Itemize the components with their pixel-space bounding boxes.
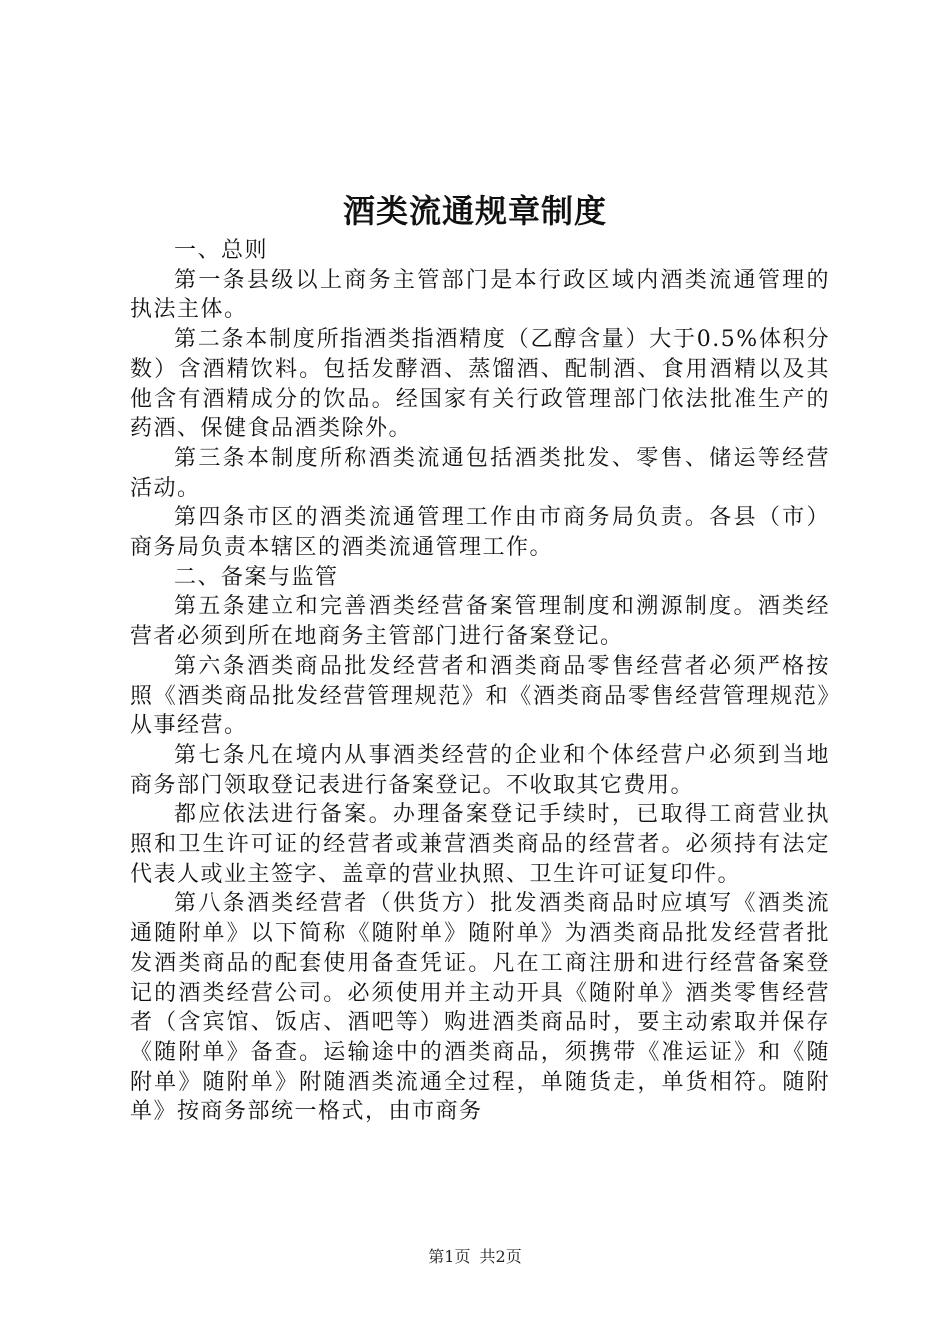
article-7: 第七条凡在境内从事酒类经营的企业和个体经营户必须到当地商务部门领取登记表进行备案登记。不收取其它费用。 [130, 742, 830, 798]
article-5: 第五条建立和完善酒类经营备案管理制度和溯源制度。酒类经营者必须到所在地商务主管部门进行备案登记。 [130, 594, 830, 650]
page-footer [0, 1244, 950, 1267]
article-8: 第八条酒类经营者（供货方）批发酒类商品时应填写《酒类流通随附单》以下简称《随附单》随附单》为酒类商品批发经营者批发酒类商品的配套使用备查凭证。凡在工商注册和进行经营备案登记的酒类经营公司。必须使用并主动开具《随附单》酒类零售经营者（含宾馆、饭店、酒吧等）购进酒类商品时，要主动索取并保存《随附单》备查。运输途中的酒类商品，须携带《准运证》和《随附单》随附单》附随酒类流通全过程，单随货走，单货相符。随附单》按商务部统一格式，由市商务 [130, 891, 830, 1125]
document-body [130, 236, 830, 1127]
article-1: 第一条县级以上商务主管部门是本行政区域内酒类流通管理的执法主体。 [130, 267, 830, 323]
article-3: 第三条本制度所称酒类流通包括酒类批发、零售、储运等经营活动。 [130, 445, 830, 501]
article-6: 第六条酒类商品批发经营者和酒类商品零售经营者必须严格按照《酒类商品批发经营管理规范》和《酒类商品零售经营管理规范》从事经营。 [130, 653, 830, 739]
article-4: 第四条市区的酒类流通管理工作由市商务局负责。各县（市）商务局负责本辖区的酒类流通管理工作。 [130, 505, 830, 561]
section-heading-general: 一、总则 [174, 238, 269, 263]
section-heading-filing: 二、备案与监管 [174, 564, 339, 590]
page-title: 酒类流通规章制度 [342, 192, 607, 230]
article-2: 第二条本制度所指酒类指酒精度（乙醇含量）大于0.5%体积分数）含酒精饮料。包括发酵酒、蒸馏酒、配制酒、食用酒精以及其他含有酒精成分的饮品。经国家有关行政管理部门依法批准生产的药酒、保健食品酒类除外。 [130, 327, 830, 442]
filing-requirements-paragraph: 都应依法进行备案。办理备案登记手续时，已取得工商营业执照和卫生许可证的经营者或兼营酒类商品的经营者。必须持有法定代表人或业主签字、盖章的营业执照、卫生许可证复印件。 [130, 802, 830, 887]
total-pages: 共2页 [479, 1247, 522, 1266]
page-number: 第1页 [428, 1247, 471, 1266]
